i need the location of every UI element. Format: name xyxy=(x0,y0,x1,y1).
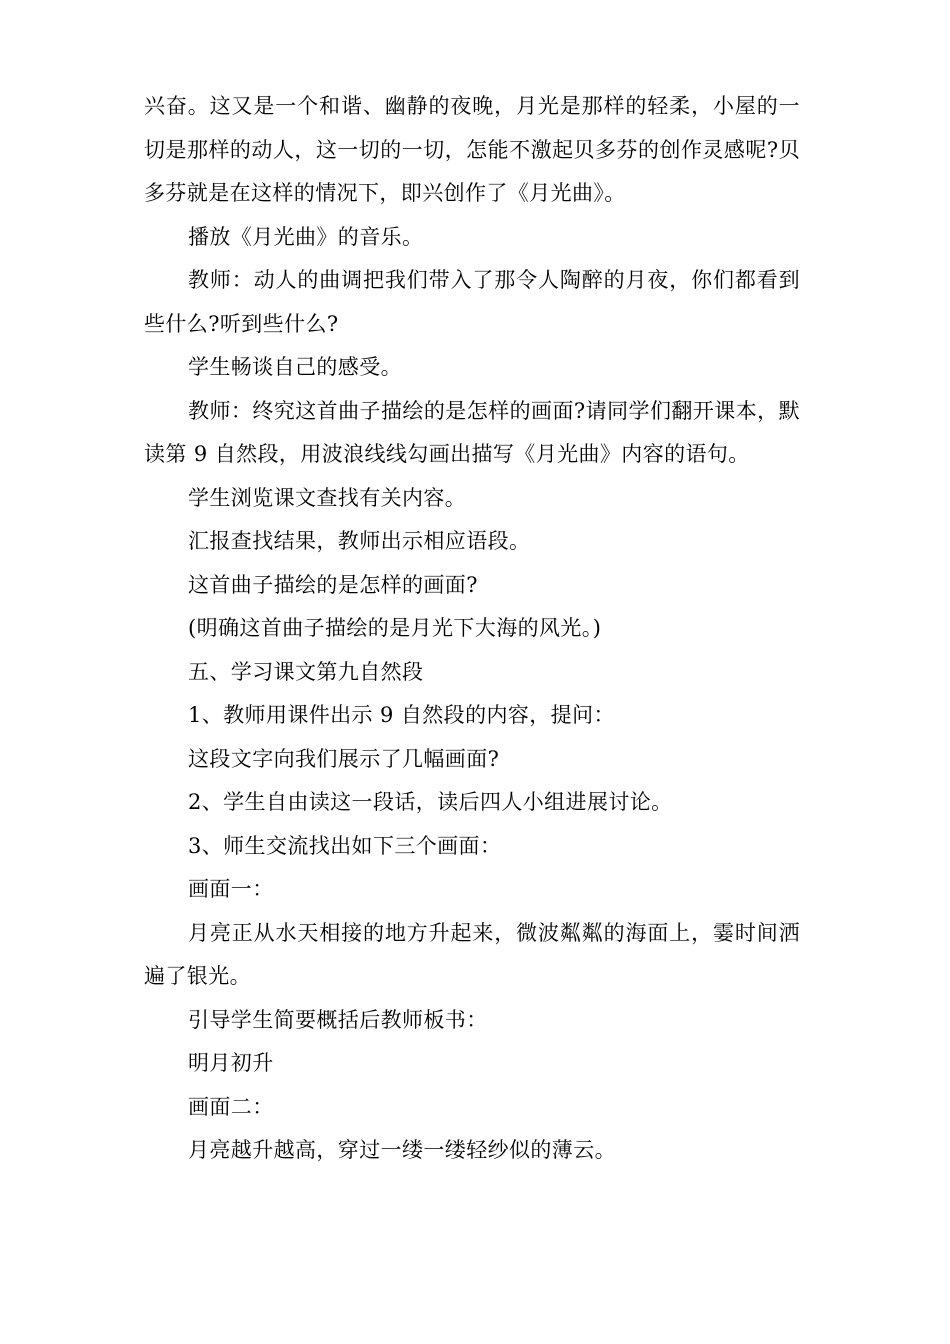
section-heading: 五、学习课文第九自然段 xyxy=(188,659,424,684)
paragraph-1: 兴奋。这又是一个和谐、幽静的夜晚，月光是那样的轻柔，小屋的一切是那样的动人，这一切的一切，怎能不激起贝多芬的创作灵感呢?贝多芬就是在这样的情况下，即兴创作了《月光曲》。 xyxy=(144,94,800,205)
document-body xyxy=(144,85,800,1173)
paragraph-18: 明月初升 xyxy=(188,1051,274,1075)
paragraph-14: 3、师生交流找出如下三个画面： xyxy=(188,833,502,858)
paragraph-16: 月亮正从水天相接的地方升起来，微波粼粼的海面上，霎时间洒遍了银光。 xyxy=(144,920,800,988)
paragraph-2: 播放《月光曲》的音乐。 xyxy=(188,224,424,249)
paragraph-13: 2、学生自由读这一段话，读后四人小组进展讨论。 xyxy=(188,790,673,814)
paragraph-4: 学生畅谈自己的感受。 xyxy=(188,355,402,379)
paragraph-8: 这首曲子描绘的是怎样的画面? xyxy=(188,572,478,597)
paragraph-9: (明确这首曲子描绘的是月光下大海的风光。) xyxy=(188,616,602,640)
paragraph-3: 教师：动人的曲调把我们带入了那令人陶醉的月夜，你们都看到些什么?听到些什么? xyxy=(144,268,800,336)
paragraph-6: 学生浏览课文查找有关内容。 xyxy=(188,485,467,510)
paragraph-19: 画面二： xyxy=(188,1094,274,1119)
paragraph-7: 汇报查找结果，教师出示相应语段。 xyxy=(188,529,531,553)
paragraph-11: 1、教师用课件出示 9 自然段的内容，提问： xyxy=(188,703,615,727)
paragraph-17: 引导学生简要概括后教师板书： xyxy=(188,1007,488,1032)
paragraph-5: 教师：终究这首曲子描绘的是怎样的画面?请同学们翻开课本，默读第 9 自然段，用波浪线线勾画出描写《月光曲》内容的语句。 xyxy=(144,398,800,466)
paragraph-20: 月亮越升越高，穿过一缕一缕轻纱似的薄云。 xyxy=(188,1138,616,1162)
paragraph-12: 这段文字向我们展示了几幅画面? xyxy=(188,746,500,771)
paragraph-15: 画面一： xyxy=(188,877,274,901)
